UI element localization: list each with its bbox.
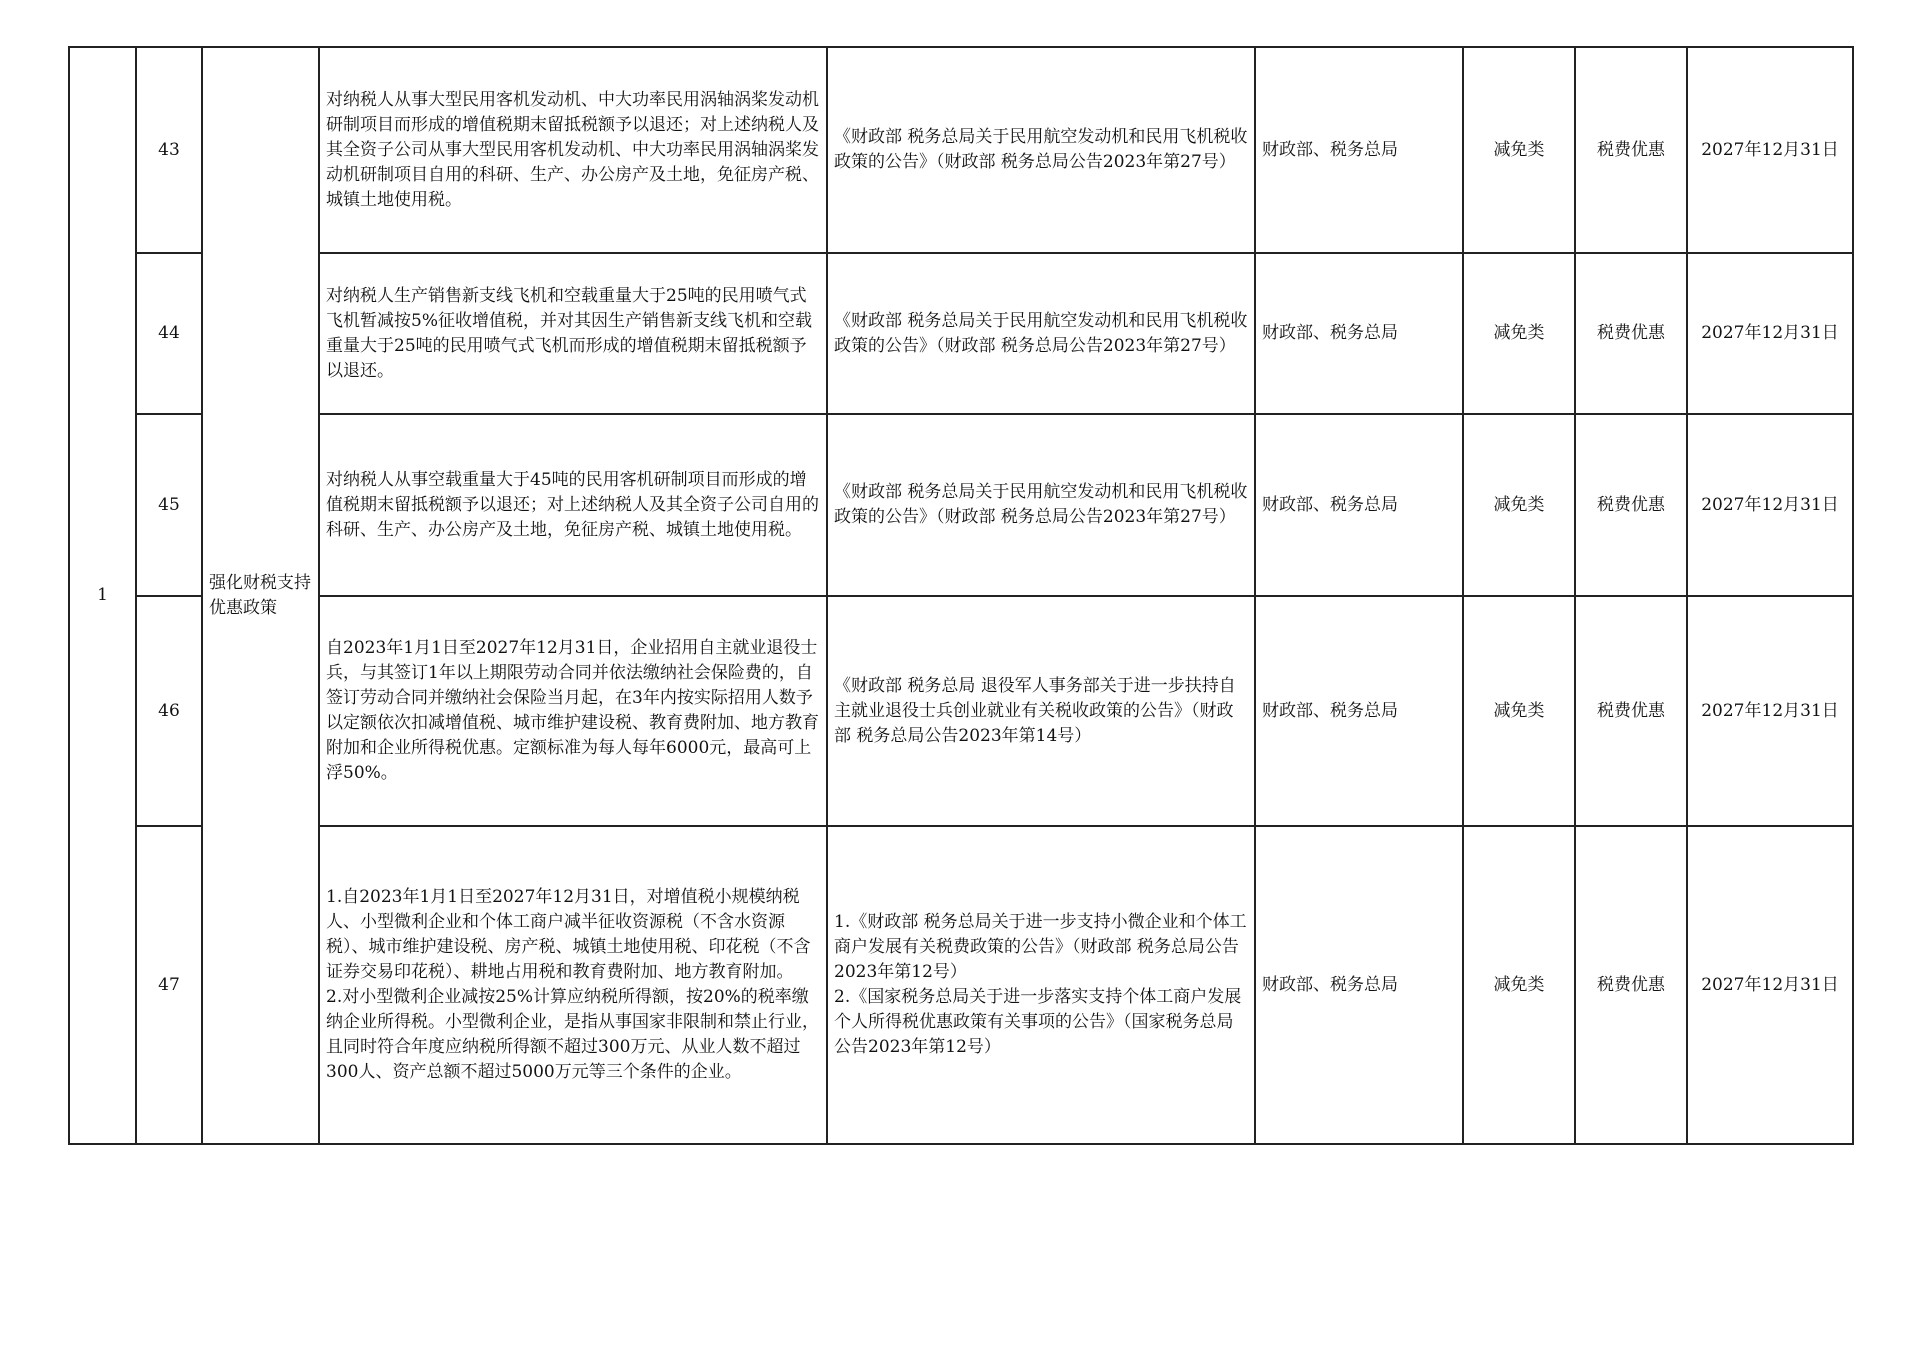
policy-basis-text: 《财政部 税务总局关于民用航空发动机和民用飞机税收政策的公告》（财政部 税务总局公告2023年第27号） xyxy=(834,127,1248,172)
policy-kind-cell: 税费优惠 xyxy=(1575,253,1687,414)
policy-basis-cell xyxy=(827,414,1255,596)
policy-kind-cell: 税费优惠 xyxy=(1575,414,1687,596)
table-row xyxy=(69,414,1853,596)
policy-basis-text: 1.《财政部 税务总局关于进一步支持小微企业和个体工商户发展有关税费政策的公告》（财政部 税务总局公告2023年第12号） xyxy=(834,912,1247,982)
deadline-cell: 2027年12月31日 xyxy=(1687,47,1853,253)
policy-type-cell: 减免类 xyxy=(1463,47,1575,253)
department-cell: 财政部、税务总局 xyxy=(1255,47,1463,253)
table-row xyxy=(69,47,1853,253)
policy-basis-cell xyxy=(827,596,1255,826)
policy-category-cell: 强化财税支持优惠政策 xyxy=(202,47,319,1144)
policy-content-text: 自2023年1月1日至2027年12月31日，企业招用自主就业退役士兵，与其签订1年以上期限劳动合同并依法缴纳社会保险费的，自签订劳动合同并缴纳社会保险当月起，在3年内按实际招用人数予以定额依次扣减增值税、城市维护建设税、教育费附加、地方教育附加和企业所得税优惠。定额标准为每人每年6000元，最高可上浮50%。 xyxy=(326,638,819,783)
table-row xyxy=(69,596,1853,826)
policy-kind-cell: 税费优惠 xyxy=(1575,47,1687,253)
policy-content-text: 1.自2023年1月1日至2027年12月31日，对增值税小规模纳税人、小型微利企业和个体工商户减半征收资源税（不含水资源税）、城市维护建设税、房产税、城镇土地使用税、印花税（不含证券交易印花税）、耕地占用税和教育费附加、地方教育附加。 xyxy=(326,887,811,982)
department-cell: 财政部、税务总局 xyxy=(1255,596,1463,826)
policy-content-cell xyxy=(319,253,827,414)
policy-kind-cell: 税费优惠 xyxy=(1575,596,1687,826)
group-index-cell: 1 xyxy=(69,47,136,1144)
row-number: 43 xyxy=(136,47,202,253)
policy-content-text: 对纳税人从事大型民用客机发动机、中大功率民用涡轴涡桨发动机研制项目而形成的增值税期末留抵税额予以退还；对上述纳税人及其全资子公司从事大型民用客机发动机、中大功率民用涡轴涡桨发动机研制项目自用的科研、生产、办公房产及土地，免征房产税、城镇土地使用税。 xyxy=(326,89,819,210)
policy-content-cell xyxy=(319,47,827,253)
policy-content-cell xyxy=(319,596,827,826)
row-number: 44 xyxy=(136,253,202,414)
deadline-cell: 2027年12月31日 xyxy=(1687,253,1853,414)
table-row xyxy=(69,826,1853,1144)
policy-table xyxy=(68,46,1854,1145)
policy-content-cell xyxy=(319,414,827,596)
policy-basis-cell xyxy=(827,47,1255,253)
policy-content-text: 对纳税人从事空载重量大于45吨的民用客机研制项目而形成的增值税期末留抵税额予以退还；对上述纳税人及其全资子公司自用的科研、生产、办公房产及土地，免征房产税、城镇土地使用税。 xyxy=(326,469,819,540)
policy-type-cell: 减免类 xyxy=(1463,414,1575,596)
department-cell: 财政部、税务总局 xyxy=(1255,253,1463,414)
policy-basis-cell xyxy=(827,253,1255,414)
row-number: 45 xyxy=(136,414,202,596)
policy-type-cell: 减免类 xyxy=(1463,826,1575,1144)
policy-basis-cell xyxy=(827,826,1255,1144)
policy-content-cell xyxy=(319,826,827,1144)
table-row xyxy=(69,253,1853,414)
policy-table-page xyxy=(68,46,1854,1145)
department-cell: 财政部、税务总局 xyxy=(1255,414,1463,596)
policy-content-text: 2.对小型微利企业减按25%计算应纳税所得额，按20%的税率缴纳企业所得税。小型微利企业，是指从事国家非限制和禁止行业，且同时符合年度应纳税所得额不超过300万元、从业人数不超过300人、资产总额不超过5000万元等三个条件的企业。 xyxy=(326,987,819,1082)
policy-basis-text: 《财政部 税务总局 退役军人事务部关于进一步扶持自主就业退役士兵创业就业有关税收政策的公告》（财政部 税务总局公告2023年第14号） xyxy=(834,675,1236,746)
row-number: 46 xyxy=(136,596,202,826)
policy-content-text: 对纳税人生产销售新支线飞机和空载重量大于25吨的民用喷气式飞机暂减按5%征收增值税，并对其因生产销售新支线飞机和空载重量大于25吨的民用喷气式飞机而形成的增值税期末留抵税额予以退还。 xyxy=(326,285,812,381)
policy-basis-text: 2.《国家税务总局关于进一步落实支持个体工商户发展个人所得税优惠政策有关事项的公告》（国家税务总局公告2023年第12号） xyxy=(834,987,1242,1057)
policy-kind-cell: 税费优惠 xyxy=(1575,826,1687,1144)
policy-type-cell: 减免类 xyxy=(1463,596,1575,826)
department-cell: 财政部、税务总局 xyxy=(1255,826,1463,1144)
deadline-cell: 2027年12月31日 xyxy=(1687,596,1853,826)
policy-type-cell: 减免类 xyxy=(1463,253,1575,414)
row-number: 47 xyxy=(136,826,202,1144)
deadline-cell: 2027年12月31日 xyxy=(1687,414,1853,596)
deadline-cell: 2027年12月31日 xyxy=(1687,826,1853,1144)
policy-basis-text: 《财政部 税务总局关于民用航空发动机和民用飞机税收政策的公告》（财政部 税务总局公告2023年第27号） xyxy=(834,310,1248,356)
policy-basis-text: 《财政部 税务总局关于民用航空发动机和民用飞机税收政策的公告》（财政部 税务总局公告2023年第27号） xyxy=(834,482,1248,527)
